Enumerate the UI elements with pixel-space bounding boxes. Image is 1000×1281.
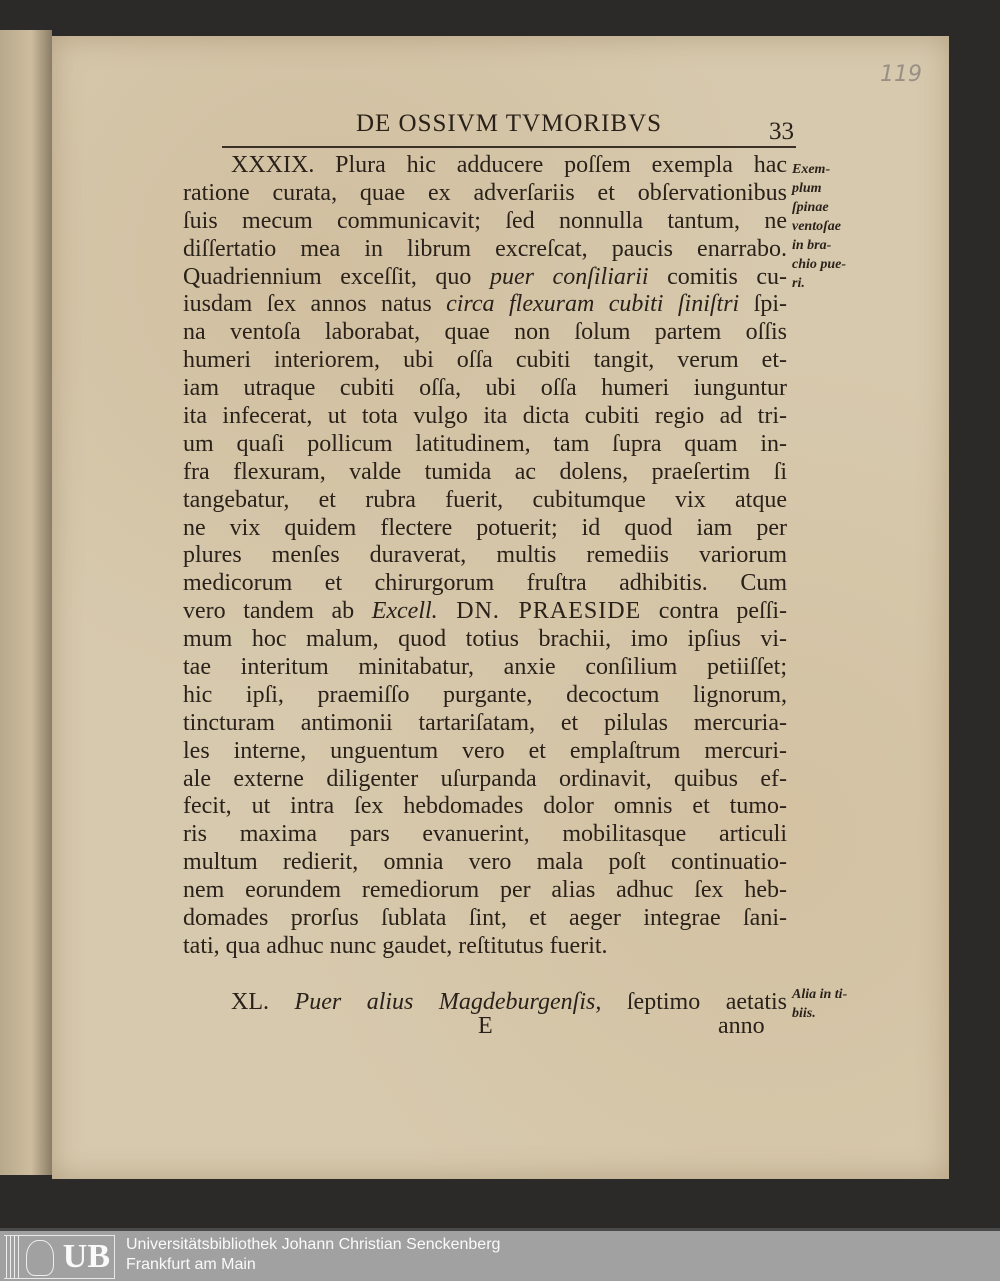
- text-segment: DN. PRAESIDE: [437, 598, 642, 625]
- text-segment: ſpi-: [739, 291, 787, 318]
- text-segment: contra peſſi-: [641, 598, 787, 625]
- text-segment: tangebatur, et rubra fuerit, cubitumque vix atque: [183, 486, 787, 513]
- text-line: [183, 236, 787, 264]
- columns-icon: [6, 1236, 20, 1278]
- text-line: [183, 459, 787, 487]
- body-text: [183, 152, 787, 1017]
- text-line: [183, 654, 787, 682]
- text-segment: puer conſiliarii: [489, 263, 649, 290]
- text-segment: tae interitum minitabatur, anxie conſilium petiiſſet;: [183, 654, 787, 681]
- library-name: Universitätsbibliothek Johann Christian Senckenberg: [126, 1236, 501, 1253]
- text-line: [183, 793, 787, 821]
- running-head: [222, 108, 796, 148]
- text-segment: domades prorſus ſublata ſint, et aeger integrae ſani-: [183, 905, 787, 932]
- text-segment: nem eorundem remediorum per alias adhuc ſex heb-: [183, 877, 787, 904]
- page-number: 33: [769, 118, 794, 145]
- text-segment: tati, qua adhuc nunc gaudet, reſtitutus fuerit.: [183, 932, 608, 959]
- text-line: [183, 933, 787, 961]
- text-segment: ſuis mecum communicavit; ſed nonnulla tantum, ne: [183, 207, 787, 234]
- text-segment: iam utraque cubiti oſſa, ubi oſſa humeri iunguntur: [183, 375, 787, 402]
- text-line: [183, 598, 787, 626]
- text-line: [183, 208, 787, 236]
- text-line: [183, 264, 787, 292]
- text-segment: comitis cu-: [648, 263, 787, 290]
- text-segment: diſſertatio mea in librum excreſcat, paucis enarrabo.: [183, 235, 787, 262]
- text-line: [183, 849, 787, 877]
- text-segment: Quadriennium exceſſit, quo: [183, 263, 490, 290]
- text-line: [183, 319, 787, 347]
- text-line: [183, 682, 787, 710]
- portrait-icon: [26, 1240, 54, 1276]
- margin-note-line: biis.: [792, 1006, 816, 1021]
- signature-mark: E: [478, 1013, 493, 1039]
- text-segment: hic ipſi, praemiſſo purgante, decoctum lignorum,: [183, 681, 787, 708]
- text-segment: ris maxima pars evanuerint, mobilitasque articuli: [183, 821, 787, 848]
- library-banner: [0, 1228, 1000, 1281]
- library-city: Frankfurt am Main: [126, 1256, 256, 1273]
- text-line: [183, 877, 787, 905]
- text-line: [183, 180, 787, 208]
- text-segment: ratione curata, quae ex adverſariis et obſervationibus: [183, 179, 787, 206]
- text-segment: tincturam antimonii tartariſatam, et pilulas mercuria-: [183, 709, 787, 736]
- text-segment: fra flexuram, valde tumida ac dolens, praeſertim ſi: [183, 458, 787, 485]
- margin-note-alia: [792, 985, 847, 1023]
- catchword: anno: [718, 1013, 765, 1039]
- running-head-title: DE OSSIVM TVMORIBVS: [355, 110, 663, 137]
- text-line: [183, 905, 787, 933]
- text-segment: XL.: [231, 988, 295, 1015]
- text-segment: les interne, unguentum vero et emplaſtrum mercuri-: [183, 737, 787, 764]
- margin-note-line: Alia in ti-: [792, 987, 848, 1002]
- text-line: [183, 375, 787, 403]
- margin-note-line: plum: [792, 181, 822, 196]
- text-line: [183, 431, 787, 459]
- text-line: [183, 487, 787, 515]
- text-segment: na ventoſa laborabat, quae non ſolum partem oſſis: [183, 319, 787, 346]
- text-line: [183, 347, 787, 375]
- margin-note-line: in bra-: [792, 238, 832, 253]
- text-line: [183, 403, 787, 431]
- text-line: [183, 766, 787, 794]
- text-segment: vero tandem ab: [183, 598, 372, 625]
- text-segment: iusdam ſex annos natus: [183, 291, 447, 318]
- text-line: [183, 710, 787, 738]
- text-line: [183, 626, 787, 654]
- text-segment: ita infecerat, ut tota vulgo ita dicta cubiti regio ad tri-: [183, 403, 787, 430]
- text-line: [183, 821, 787, 849]
- margin-note-line: Exem-: [792, 162, 831, 177]
- text-line: [183, 515, 787, 543]
- text-segment: fecit, ut intra ſex hebdomades dolor omnis et tumo-: [183, 793, 787, 820]
- margin-note-exemplum: [792, 160, 846, 293]
- text-segment: ale externe diligenter uſurpanda ordinavit, quibus ef-: [183, 765, 787, 792]
- text-line: [183, 738, 787, 766]
- margin-note-line: ventoſae: [792, 219, 841, 234]
- handwritten-folio-number: 119: [880, 62, 922, 87]
- text-segment: multum redierit, omnia vero mala poſt continuatio-: [183, 849, 787, 876]
- text-segment: plures menſes duraverat, multis remediis variorum: [183, 542, 787, 569]
- text-segment: ne vix quidem flectere potuerit; id quod iam per: [183, 514, 787, 541]
- text-segment: circa flexuram cubiti ſiniſtri: [446, 291, 740, 318]
- margin-note-line: ſpinae: [792, 200, 829, 215]
- text-segment: Excell.: [371, 598, 438, 625]
- text-segment: humeri interiorem, ubi oſſa cubiti tangit, verum et-: [183, 347, 787, 374]
- text-line: [183, 152, 787, 180]
- text-segment: Puer alius Magdeburgenſis,: [294, 988, 602, 1015]
- text-segment: mum hoc malum, quod totius brachii, imo ipſius vi-: [183, 626, 787, 653]
- logo-text: UB: [62, 1238, 110, 1275]
- text-line: [183, 961, 787, 989]
- ub-logo: [4, 1235, 115, 1279]
- previous-page-edge: [0, 30, 52, 1175]
- text-segment: medicorum et chirurgorum fruſtra adhibitis. Cum: [183, 570, 787, 597]
- text-line: [183, 542, 787, 570]
- text-segment: ſeptimo aetatis: [601, 988, 788, 1015]
- text-line: [183, 570, 787, 598]
- margin-note-line: ri.: [792, 276, 805, 291]
- text-segment: XXXIX. Plura hic adducere poſſem exempla hac: [231, 152, 787, 178]
- text-line: [183, 291, 787, 319]
- margin-note-line: chio pue-: [792, 257, 847, 272]
- text-segment: um quaſi pollicum latitudinem, tam ſupra quam in-: [183, 430, 787, 457]
